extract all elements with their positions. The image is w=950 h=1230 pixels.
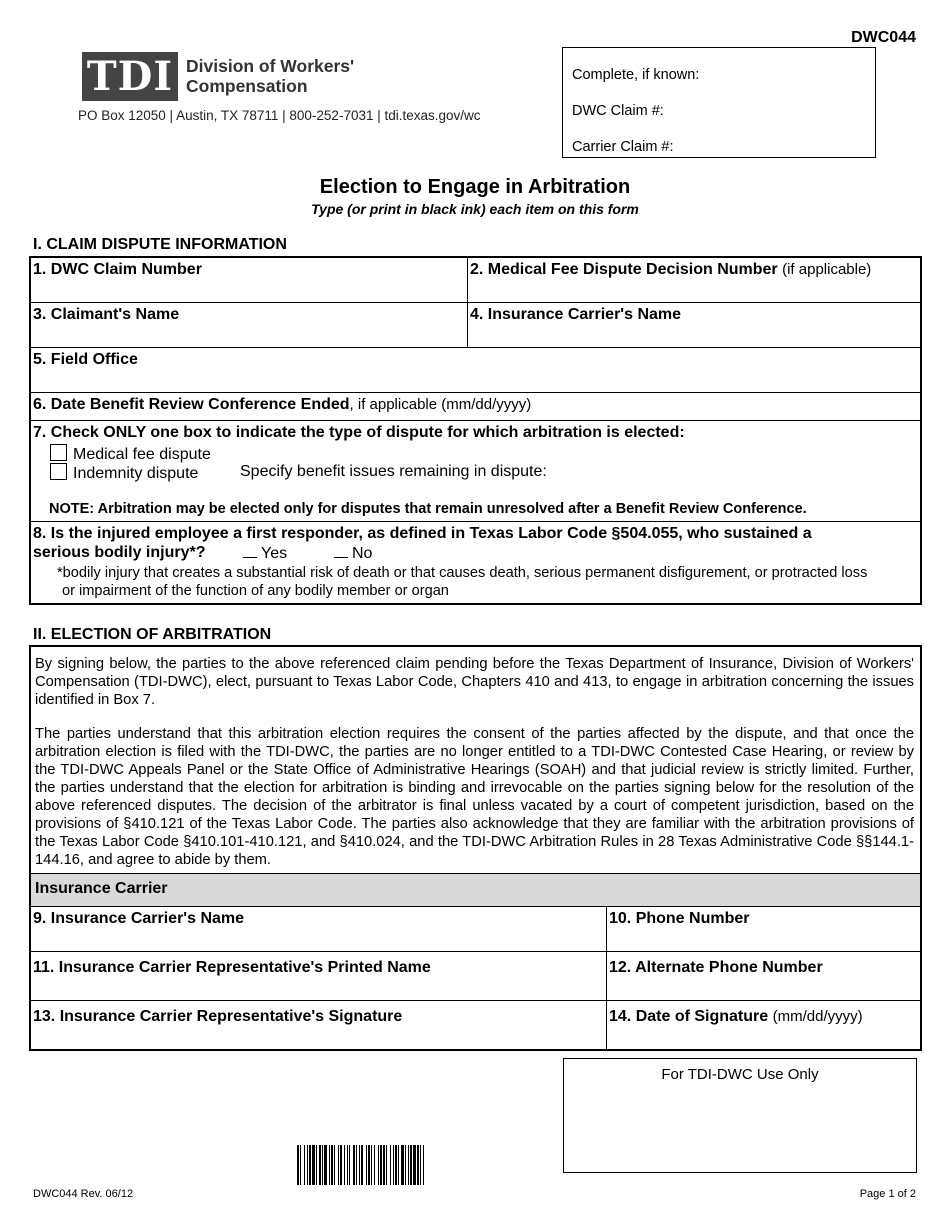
barcode-image — [297, 1145, 533, 1185]
field-office-field[interactable] — [31, 348, 920, 393]
option-label: No — [352, 545, 373, 562]
field-label: 12. Alternate Phone Number — [609, 959, 823, 976]
claim-box-heading: Complete, if known: — [572, 67, 700, 83]
office-use-label: For TDI-DWC Use Only — [661, 1066, 819, 1083]
benefit-issues-field[interactable]: Specify benefit issues remaining in dispute: — [240, 463, 547, 480]
page-number: Page 1 of 2 — [859, 1188, 916, 1200]
option-label: Yes — [261, 545, 288, 562]
indemnity-option[interactable] — [50, 463, 198, 483]
table-row — [31, 952, 920, 1001]
carrier-claim-field[interactable]: Carrier Claim #: — [572, 139, 674, 155]
mfdr-decision-number-field[interactable] — [467, 258, 920, 302]
dispute-type-row — [31, 421, 920, 522]
arbitration-note: NOTE: Arbitration may be elected only for disputes that remain unresolved after a Benefit Review Conference. — [49, 501, 807, 517]
no-blank[interactable] — [334, 557, 348, 558]
carrier-name-field[interactable] — [31, 907, 606, 951]
option-label: Medical fee dispute — [73, 446, 211, 463]
medical-fee-checkbox[interactable] — [50, 444, 67, 461]
field-note: (mm/dd/yyyy) — [772, 1008, 863, 1025]
table-row — [31, 1001, 920, 1049]
field-label: 7. Check ONLY one box to indicate the type of dispute for which arbitration is elected: — [33, 424, 685, 441]
insurance-carrier-heading — [31, 873, 920, 907]
signature-date-field[interactable] — [606, 1001, 920, 1049]
yes-option[interactable] — [243, 545, 287, 563]
representative-name-field[interactable] — [31, 952, 606, 1000]
field-label: 5. Field Office — [33, 351, 138, 368]
agency-address: PO Box 12050 | Austin, TX 78711 | 800-252-7031 | tdi.texas.gov/wc — [78, 108, 481, 123]
medical-fee-option[interactable] — [50, 444, 211, 464]
logo-text — [186, 56, 354, 96]
field-label: 1. DWC Claim Number — [33, 261, 202, 278]
table-row — [31, 258, 920, 303]
table-row — [31, 907, 920, 952]
phone-number-field[interactable] — [606, 907, 920, 951]
form-code: DWC044 — [851, 29, 916, 46]
field-label: 3. Claimant's Name — [33, 306, 180, 323]
election-of-arbitration-box — [29, 645, 922, 1051]
no-option[interactable] — [334, 545, 372, 563]
yes-blank[interactable] — [243, 557, 257, 558]
claim-dispute-table — [29, 256, 922, 605]
claim-number-box — [562, 47, 876, 158]
form-title: Election to Engage in Arbitration — [319, 176, 631, 198]
footnote-line-2: or impairment of the function of any bodily member or organ — [62, 583, 449, 599]
section-1-heading: I. CLAIM DISPUTE INFORMATION — [33, 236, 287, 253]
office-use-box — [563, 1058, 917, 1173]
insurance-carrier-name-field[interactable] — [467, 303, 920, 347]
field-label: 11. Insurance Carrier Representative's Printed Name — [33, 959, 431, 976]
representative-signature-field[interactable] — [31, 1001, 606, 1049]
carrier-heading-label: Insurance Carrier — [35, 880, 168, 897]
dwc-claim-field[interactable]: DWC Claim #: — [572, 103, 664, 119]
claimant-name-field[interactable] — [31, 303, 467, 347]
brc-date-field[interactable] — [31, 393, 920, 421]
field-label: 10. Phone Number — [609, 910, 750, 927]
revision-label: DWC044 Rev. 06/12 — [33, 1188, 134, 1200]
election-paragraph-2: The parties understand that this arbitration election requires the consent of the parties affected by the dispute, and that once the arbitration election is filed with the TDI-DWC, the parties are no longer entitled to a TDI-DWC Contested Case Hearing, or review by the TDI-DWC Appeals Panel or the State Office of Administrative Hearings (SOAH) and that judicial review is strictly limited. Further, the parties understand that the election for arbitration is binding and irrevocable on the parties signing below for the resolution of the above referenced disputes. The decision of the arbitrator is final unless vacated by a court of competent jurisdiction, based on the provisions of §410.121 of the Texas Labor Code. The parties also acknowledge that they are familiar with the arbitration provisions of the Texas Labor Code §410.101-410.121, and §410.024, and the TDI-DWC Arbitration Rules in 28 Texas Administrative Code §§144.1-144.16, and agree to abide by them. — [35, 726, 914, 868]
field-note: (if applicable) — [782, 261, 872, 278]
field-label: 13. Insurance Carrier Representative's Signature — [33, 1008, 403, 1025]
option-label: Indemnity dispute — [73, 465, 199, 482]
form-subtitle: Type (or print in black ink) each item on this form — [311, 201, 639, 217]
field-label: 2. Medical Fee Dispute Decision Number — [470, 261, 778, 278]
footnote-line-1: *bodily injury that creates a substantial risk of death or that causes death, serious permanent disfigurement, or protracted loss — [57, 565, 868, 581]
field-note: , if applicable (mm/dd/yyyy) — [349, 396, 532, 413]
logo-mark: TDI — [82, 52, 178, 101]
field-label: 8. Is the injured employee a first responder, as defined in Texas Labor Code §504.055, who sustained a — [33, 525, 812, 542]
table-row — [31, 303, 920, 348]
barcode-bar — [424, 1145, 425, 1185]
field-label: 14. Date of Signature — [609, 1008, 769, 1025]
alternate-phone-field[interactable] — [606, 952, 920, 1000]
field-label: 4. Insurance Carrier's Name — [470, 306, 682, 323]
first-responder-row — [31, 522, 920, 603]
dwc-claim-number-field[interactable] — [31, 258, 467, 302]
section-2-heading: II. ELECTION OF ARBITRATION — [33, 626, 272, 643]
field-label-cont: serious bodily injury*? — [33, 544, 206, 561]
logo-line-2: Compensation — [186, 76, 308, 96]
indemnity-checkbox[interactable] — [50, 463, 67, 480]
logo-line-1: Division of Workers' — [186, 56, 355, 76]
election-paragraph-1: By signing below, the parties to the above referenced claim pending before the Texas Department of Insurance, Division of Workers' Compensation (TDI-DWC), elect, pursuant to Texas Labor Code, Chapters 410 and 413, to engage in arbitration concerning the issues identified in Box 7. — [35, 656, 914, 708]
field-label: 6. Date Benefit Review Conference Ended — [33, 396, 350, 413]
field-label: 9. Insurance Carrier's Name — [33, 910, 245, 927]
